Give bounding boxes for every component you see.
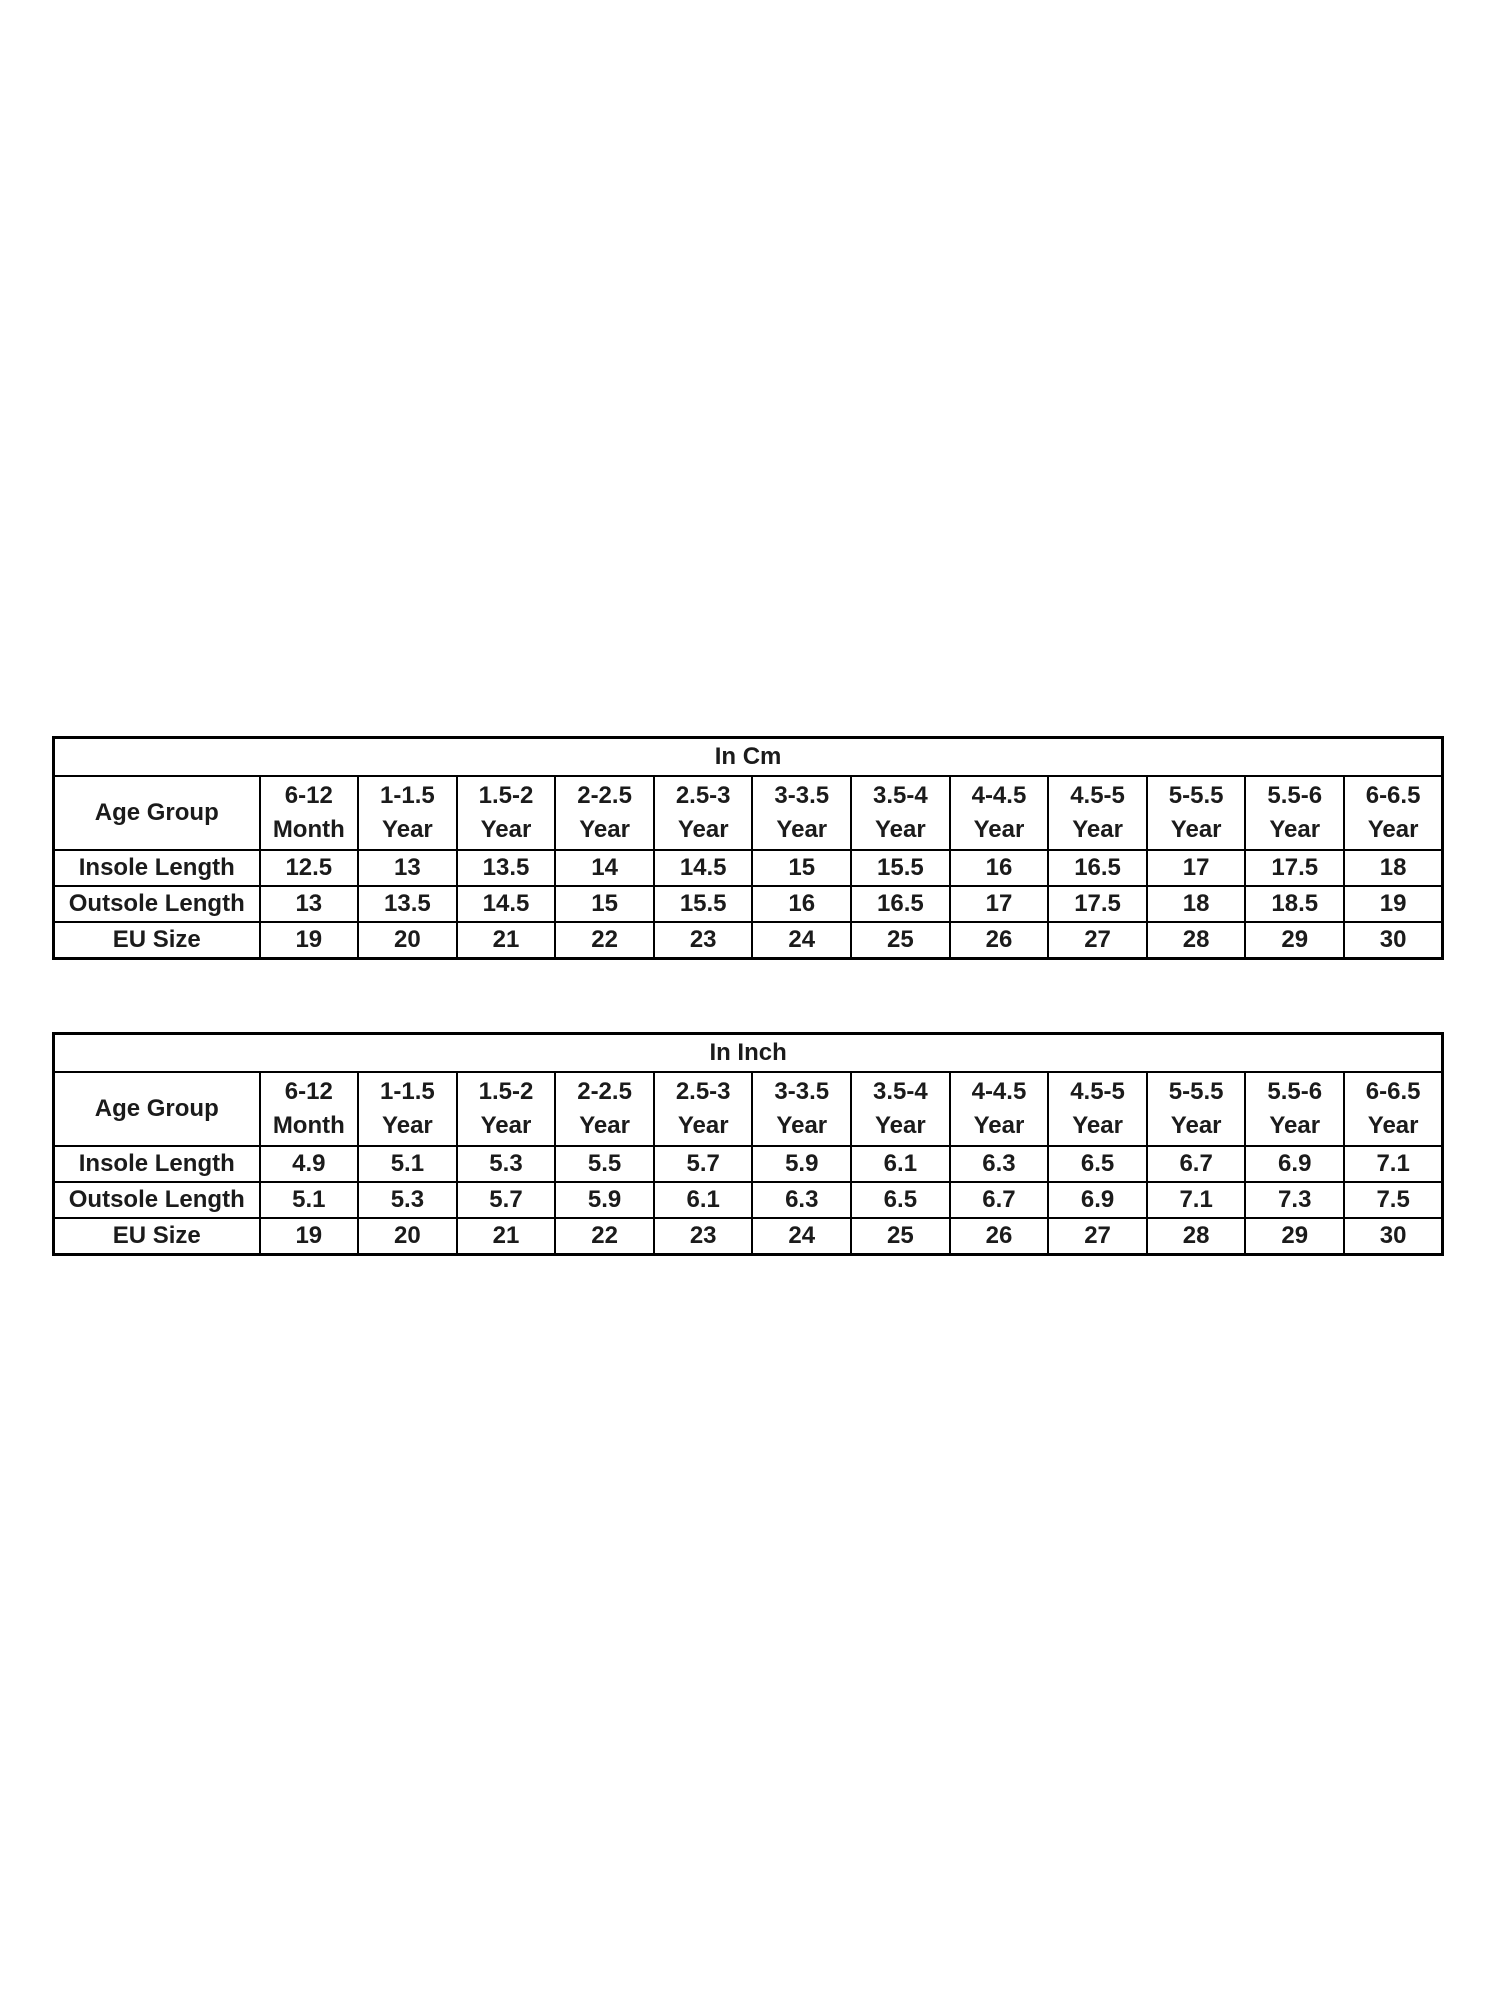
age-unit: Year bbox=[1367, 1112, 1419, 1139]
value-cell: 23 bbox=[654, 922, 753, 959]
value-cell: 6.1 bbox=[851, 1146, 950, 1182]
age-unit: Year bbox=[1367, 816, 1419, 843]
value-cell: 5.3 bbox=[358, 1182, 457, 1218]
row-label: EU Size bbox=[54, 922, 260, 959]
age-range: 4.5-5 bbox=[1070, 1078, 1125, 1105]
age-column-header bbox=[1344, 1072, 1443, 1146]
value-cell: 29 bbox=[1245, 1218, 1344, 1255]
table-title: In Cm bbox=[54, 738, 1443, 777]
value-cell: 17 bbox=[1147, 850, 1246, 886]
value-cell: 6.9 bbox=[1245, 1146, 1344, 1182]
value-cell: 6.5 bbox=[1048, 1146, 1147, 1182]
table-row bbox=[54, 738, 1443, 777]
table-title: In Inch bbox=[54, 1034, 1443, 1073]
age-column-header bbox=[851, 776, 950, 850]
value-cell: 14 bbox=[555, 850, 654, 886]
value-cell: 5.1 bbox=[260, 1182, 359, 1218]
age-range: 2.5-3 bbox=[675, 782, 731, 809]
value-cell: 21 bbox=[457, 1218, 556, 1255]
value-cell: 18.5 bbox=[1245, 886, 1344, 922]
age-unit: Year bbox=[776, 1112, 828, 1139]
table-row bbox=[54, 922, 1443, 959]
row-label: Insole Length bbox=[54, 1146, 260, 1182]
value-cell: 20 bbox=[358, 922, 457, 959]
age-column-header bbox=[260, 1072, 359, 1146]
value-cell: 28 bbox=[1147, 922, 1246, 959]
table-row bbox=[54, 1034, 1443, 1073]
value-cell: 5.7 bbox=[654, 1146, 753, 1182]
age-unit: Year bbox=[1072, 1112, 1123, 1139]
age-group-corner-label: Age Group bbox=[54, 776, 260, 850]
value-cell: 6.7 bbox=[950, 1182, 1049, 1218]
age-range: 3-3.5 bbox=[774, 782, 830, 809]
value-cell: 5.1 bbox=[358, 1146, 457, 1182]
age-unit: Month bbox=[272, 1112, 345, 1139]
value-cell: 26 bbox=[950, 922, 1049, 959]
age-range: 1.5-2 bbox=[478, 1078, 534, 1105]
value-cell: 27 bbox=[1048, 1218, 1147, 1255]
value-cell: 5.9 bbox=[752, 1146, 851, 1182]
row-label: EU Size bbox=[54, 1218, 260, 1255]
value-cell: 19 bbox=[260, 922, 359, 959]
value-cell: 6.1 bbox=[654, 1182, 753, 1218]
value-cell: 25 bbox=[851, 1218, 950, 1255]
age-column-header bbox=[654, 776, 753, 850]
table-row bbox=[54, 776, 1443, 850]
age-column-header bbox=[950, 1072, 1049, 1146]
age-range: 1-1.5 bbox=[380, 782, 435, 809]
age-range: 4-4.5 bbox=[971, 1078, 1027, 1105]
table-row bbox=[54, 886, 1443, 922]
age-column-header bbox=[457, 776, 556, 850]
value-cell: 13 bbox=[260, 886, 359, 922]
size-chart-inch-table bbox=[52, 1032, 1444, 1256]
value-cell: 22 bbox=[555, 922, 654, 959]
row-label: Outsole Length bbox=[54, 1182, 260, 1218]
age-column-header bbox=[1147, 1072, 1246, 1146]
value-cell: 24 bbox=[752, 922, 851, 959]
value-cell: 6.3 bbox=[752, 1182, 851, 1218]
age-column-header bbox=[752, 1072, 851, 1146]
age-column-header bbox=[358, 1072, 457, 1146]
value-cell: 27 bbox=[1048, 922, 1147, 959]
age-unit: Month bbox=[272, 816, 345, 843]
age-range: 2.5-3 bbox=[675, 1078, 731, 1105]
age-unit: Year bbox=[382, 1112, 433, 1139]
age-range: 5-5.5 bbox=[1168, 782, 1224, 809]
age-range: 6-12 bbox=[284, 1078, 333, 1105]
age-range: 5.5-6 bbox=[1267, 782, 1323, 809]
age-unit: Year bbox=[1170, 1112, 1222, 1139]
age-range: 5-5.5 bbox=[1168, 1078, 1224, 1105]
age-unit: Year bbox=[382, 816, 433, 843]
value-cell: 29 bbox=[1245, 922, 1344, 959]
age-range: 6-6.5 bbox=[1365, 1078, 1421, 1105]
age-range: 4-4.5 bbox=[971, 782, 1027, 809]
age-group-corner-label: Age Group bbox=[54, 1072, 260, 1146]
table-row bbox=[54, 1072, 1443, 1146]
age-unit: Year bbox=[1269, 1112, 1321, 1139]
value-cell: 26 bbox=[950, 1218, 1049, 1255]
value-cell: 14.5 bbox=[654, 850, 753, 886]
value-cell: 19 bbox=[260, 1218, 359, 1255]
value-cell: 16 bbox=[752, 886, 851, 922]
age-unit: Year bbox=[973, 1112, 1025, 1139]
age-unit: Year bbox=[973, 816, 1025, 843]
value-cell: 16.5 bbox=[851, 886, 950, 922]
age-range: 2-2.5 bbox=[577, 782, 632, 809]
value-cell: 6.9 bbox=[1048, 1182, 1147, 1218]
age-unit: Year bbox=[579, 1112, 630, 1139]
value-cell: 23 bbox=[654, 1218, 753, 1255]
value-cell: 5.5 bbox=[555, 1146, 654, 1182]
table-row bbox=[54, 1218, 1443, 1255]
value-cell: 12.5 bbox=[260, 850, 359, 886]
age-unit: Year bbox=[1072, 816, 1123, 843]
value-cell: 17 bbox=[950, 886, 1049, 922]
row-label: Outsole Length bbox=[54, 886, 260, 922]
value-cell: 21 bbox=[457, 922, 556, 959]
value-cell: 24 bbox=[752, 1218, 851, 1255]
value-cell: 7.1 bbox=[1344, 1146, 1443, 1182]
value-cell: 5.3 bbox=[457, 1146, 556, 1182]
age-column-header bbox=[1245, 1072, 1344, 1146]
age-range: 3-3.5 bbox=[774, 1078, 830, 1105]
age-column-header bbox=[555, 1072, 654, 1146]
value-cell: 20 bbox=[358, 1218, 457, 1255]
table-row bbox=[54, 1146, 1443, 1182]
value-cell: 18 bbox=[1147, 886, 1246, 922]
value-cell: 6.3 bbox=[950, 1146, 1049, 1182]
value-cell: 7.1 bbox=[1147, 1182, 1246, 1218]
age-column-header bbox=[1344, 776, 1443, 850]
age-range: 6-6.5 bbox=[1365, 782, 1421, 809]
age-unit: Year bbox=[1269, 816, 1321, 843]
value-cell: 6.7 bbox=[1147, 1146, 1246, 1182]
age-unit: Year bbox=[480, 1112, 532, 1139]
table-row bbox=[54, 1182, 1443, 1218]
value-cell: 28 bbox=[1147, 1218, 1246, 1255]
row-label: Insole Length bbox=[54, 850, 260, 886]
value-cell: 15 bbox=[752, 850, 851, 886]
value-cell: 7.5 bbox=[1344, 1182, 1443, 1218]
value-cell: 7.3 bbox=[1245, 1182, 1344, 1218]
value-cell: 13 bbox=[358, 850, 457, 886]
age-column-header bbox=[752, 776, 851, 850]
value-cell: 15 bbox=[555, 886, 654, 922]
age-unit: Year bbox=[776, 816, 828, 843]
age-column-header bbox=[1245, 776, 1344, 850]
age-unit: Year bbox=[677, 1112, 729, 1139]
age-unit: Year bbox=[1170, 816, 1222, 843]
age-unit: Year bbox=[579, 816, 630, 843]
age-range: 1.5-2 bbox=[478, 782, 534, 809]
age-range: 3.5-4 bbox=[873, 1078, 928, 1105]
value-cell: 25 bbox=[851, 922, 950, 959]
age-column-header bbox=[654, 1072, 753, 1146]
age-unit: Year bbox=[875, 816, 926, 843]
age-column-header bbox=[260, 776, 359, 850]
age-column-header bbox=[851, 1072, 950, 1146]
value-cell: 6.5 bbox=[851, 1182, 950, 1218]
value-cell: 17.5 bbox=[1245, 850, 1344, 886]
age-column-header bbox=[1048, 776, 1147, 850]
value-cell: 5.7 bbox=[457, 1182, 556, 1218]
value-cell: 15.5 bbox=[851, 850, 950, 886]
age-column-header bbox=[1048, 1072, 1147, 1146]
value-cell: 5.9 bbox=[555, 1182, 654, 1218]
value-cell: 22 bbox=[555, 1218, 654, 1255]
value-cell: 13.5 bbox=[457, 850, 556, 886]
age-column-header bbox=[358, 776, 457, 850]
value-cell: 18 bbox=[1344, 850, 1443, 886]
age-range: 2-2.5 bbox=[577, 1078, 632, 1105]
value-cell: 13.5 bbox=[358, 886, 457, 922]
age-range: 1-1.5 bbox=[380, 1078, 435, 1105]
value-cell: 17.5 bbox=[1048, 886, 1147, 922]
value-cell: 14.5 bbox=[457, 886, 556, 922]
age-column-header bbox=[950, 776, 1049, 850]
age-range: 6-12 bbox=[284, 782, 333, 809]
age-unit: Year bbox=[480, 816, 532, 843]
size-chart-cm-table bbox=[52, 736, 1444, 960]
value-cell: 16 bbox=[950, 850, 1049, 886]
value-cell: 19 bbox=[1344, 886, 1443, 922]
table-row bbox=[54, 850, 1443, 886]
age-unit: Year bbox=[875, 1112, 926, 1139]
value-cell: 30 bbox=[1344, 1218, 1443, 1255]
age-column-header bbox=[1147, 776, 1246, 850]
age-unit: Year bbox=[677, 816, 729, 843]
value-cell: 4.9 bbox=[260, 1146, 359, 1182]
age-range: 4.5-5 bbox=[1070, 782, 1125, 809]
age-range: 3.5-4 bbox=[873, 782, 928, 809]
age-column-header bbox=[457, 1072, 556, 1146]
age-range: 5.5-6 bbox=[1267, 1078, 1323, 1105]
value-cell: 16.5 bbox=[1048, 850, 1147, 886]
value-cell: 15.5 bbox=[654, 886, 753, 922]
age-column-header bbox=[555, 776, 654, 850]
value-cell: 30 bbox=[1344, 922, 1443, 959]
